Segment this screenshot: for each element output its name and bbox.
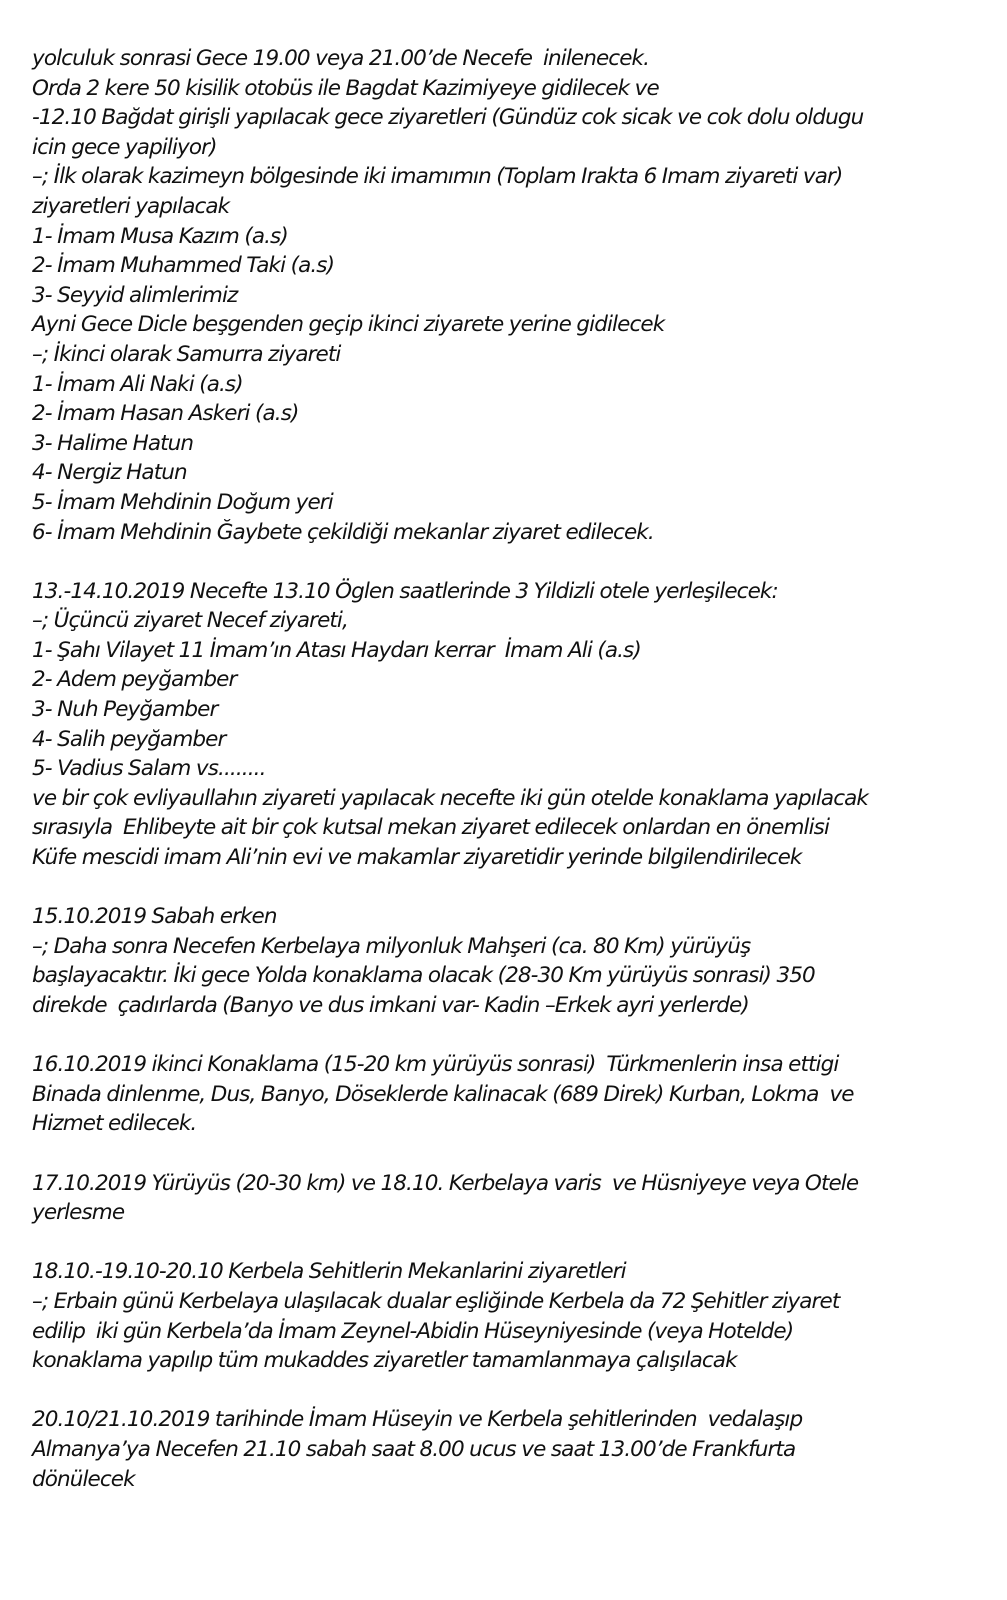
document-body: [32, 44, 992, 1524]
text-line: 2- Adem peyğamber: [32, 667, 237, 693]
text-line: sırasıyla Ehlibeyte ait bir çok kutsal mekan ziyaret edilecek onlardan en önemlisi: [32, 815, 830, 841]
text-line: Orda 2 kere 50 kisilik otobüs ile Bagdat Kazimiyeye gidilecek ve: [32, 75, 659, 101]
text-line: Ayni Gece Dicle beşgenden geçip ikinci ziyarete yerine gidilecek: [32, 312, 665, 338]
text-line: 3- Seyyid alimlerimiz: [32, 282, 238, 308]
text-line: 4- Nergiz Hatun: [32, 460, 187, 486]
text-line: 2- İmam Muhammed Taki (a.s): [32, 253, 335, 279]
text-line: 1- Şahı Vilayet 11 İmam’ın Atası Haydarı kerrar İmam Ali (a.s): [32, 637, 641, 663]
text-line: 1- İmam Musa Kazım (a.s): [32, 223, 288, 249]
paragraph: [32, 1257, 992, 1375]
paragraph: [32, 1405, 992, 1494]
text-line: konaklama yapılıp tüm mukaddes ziyaretler tamamlanmaya çalışılacak: [32, 1348, 737, 1374]
text-line: –; İlk olarak kazimeyn bölgesinde iki imamımın (Toplam Irakta 6 Imam ziyareti var): [32, 164, 843, 190]
text-line: Almanya’ya Necefen 21.10 sabah saat 8.00 ucus ve saat 13.00’de Frankfurta: [32, 1436, 796, 1462]
text-line: 20.10/21.10.2019 tarihinde İmam Hüseyin ve Kerbela şehitlerinden vedalaşıp: [32, 1407, 803, 1433]
text-line: Hizmet edilecek.: [32, 1111, 197, 1137]
text-line: Küfe mescidi imam Ali’nin evi ve makamlar ziyaretidir yerinde bilgilendirilecek: [32, 845, 802, 871]
text-line: yerlesme: [32, 1200, 125, 1226]
paragraph: [32, 1050, 992, 1139]
text-line: –; Üçüncü ziyaret Necef ziyareti,: [32, 608, 348, 634]
text-line: -12.10 Bağdat girişli yapılacak gece ziyaretleri (Gündüz cok sicak ve cok dolu oldugu: [32, 105, 864, 131]
text-line: –; Erbain günü Kerbelaya ulaşılacak dualar eşliğinde Kerbela da 72 Şehitler ziyaret: [32, 1288, 840, 1314]
paragraph: [32, 1169, 992, 1228]
paragraph: [32, 577, 992, 873]
text-line: 5- Vadius Salam vs........: [32, 756, 266, 782]
text-line: –; Daha sonra Necefen Kerbelaya milyonluk Mahşeri (ca. 80 Km) yürüyüş: [32, 933, 751, 959]
text-line: 13.-14.10.2019 Necefte 13.10 Öglen saatlerinde 3 Yildizli otele yerleşilecek:: [32, 578, 778, 604]
text-line: 6- İmam Mehdinin Ğaybete çekildiği mekanlar ziyaret edilecek.: [32, 519, 654, 545]
text-line: başlayacaktır. İki gece Yolda konaklama olacak (28-30 Km yürüyüs sonrasi) 350: [32, 963, 815, 989]
text-line: edilip iki gün Kerbela’da İmam Zeynel-Abidin Hüseyniyesinde (veya Hotelde): [32, 1318, 794, 1344]
text-line: 5- İmam Mehdinin Doğum yeri: [32, 489, 333, 515]
text-line: –; İkinci olarak Samurra ziyareti: [32, 341, 341, 367]
text-line: direkde çadırlarda (Banyo ve dus imkani var- Kadin –Erkek ayri yerlerde): [32, 993, 749, 1018]
text-line: 1- İmam Ali Naki (a.s): [32, 371, 243, 397]
text-line: 2- İmam Hasan Askeri (a.s): [32, 401, 299, 427]
text-line: dönülecek: [32, 1466, 135, 1492]
text-line: ve bir çok evliyaullahın ziyareti yapılacak necefte iki gün otelde konaklama yapılacak: [32, 785, 868, 811]
paragraph: [32, 44, 992, 547]
paragraph: [32, 902, 992, 1020]
text-line: yolculuk sonrasi Gece 19.00 veya 21.00’de Necefe inilenecek.: [32, 46, 650, 71]
text-line: ziyaretleri yapılacak: [32, 193, 230, 219]
text-line: 17.10.2019 Yürüyüs (20-30 km) ve 18.10. Kerbelaya varis ve Hüsniyeye veya Otele: [32, 1170, 859, 1196]
text-line: Binada dinlenme, Dus, Banyo, Döseklerde kalinacak (689 Direk) Kurban, Lokma ve: [32, 1081, 854, 1107]
text-line: 3- Halime Hatun: [32, 430, 194, 456]
text-line: icin gece yapiliyor): [32, 134, 217, 160]
text-line: 4- Salih peyğamber: [32, 726, 226, 752]
text-line: 16.10.2019 ikinci Konaklama (15-20 km yürüyüs sonrasi) Türkmenlerin insa ettigi: [32, 1052, 839, 1078]
text-line: 15.10.2019 Sabah erken: [32, 904, 277, 930]
text-line: 3- Nuh Peyğamber: [32, 697, 218, 723]
text-line: 18.10.-19.10-20.10 Kerbela Sehitlerin Mekanlarini ziyaretleri: [32, 1259, 626, 1285]
